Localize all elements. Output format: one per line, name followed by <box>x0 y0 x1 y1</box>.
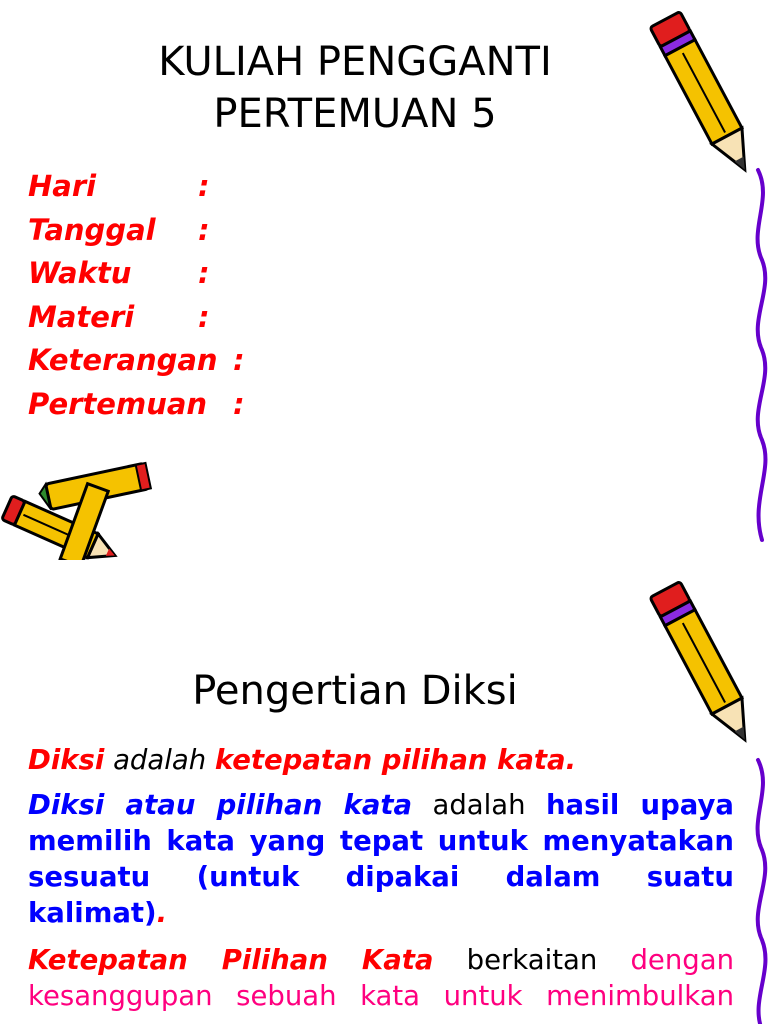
field-hari <box>28 165 218 209</box>
paragraph-ketepatan <box>28 942 734 1014</box>
definition-text: dengan kesanggupan sebuah kata untuk menimbulkan <box>28 944 734 1012</box>
field-materi <box>28 296 218 340</box>
pencil-icon <box>640 570 768 760</box>
info-field-list <box>28 165 245 426</box>
field-keterangan <box>28 339 245 383</box>
period: . <box>156 897 168 929</box>
field-label: Tanggal <box>28 212 156 247</box>
field-colon: : <box>198 212 210 247</box>
term-ketepatan: Ketepatan Pilihan Kata <box>28 944 434 976</box>
field-label: Pertemuan <box>28 386 208 421</box>
term-diksi: Diksi <box>28 744 105 776</box>
definition-text: ketepatan pilihan kata <box>214 744 566 776</box>
slide-title <box>60 36 650 140</box>
connector-text: adalah <box>104 744 215 776</box>
field-label: Waktu <box>28 256 132 290</box>
field-colon: : <box>198 169 210 203</box>
definition-text: hasil upaya memilih kata yang tepat untuk menyatakan sesuatu (untuk dipakai dalam suatu kalimat) <box>28 789 734 929</box>
paragraph-definisi-1 <box>28 742 734 778</box>
field-colon: : <box>198 256 210 290</box>
field-colon: : <box>233 386 245 421</box>
field-label: Hari <box>28 169 97 203</box>
term-pilihan-kata: Diksi atau pilihan kata <box>28 789 413 821</box>
slide-title: Pengertian Diksi <box>192 668 518 714</box>
pencil-icon <box>640 0 768 190</box>
field-tanggal <box>28 209 218 253</box>
field-label: Keterangan <box>28 343 218 377</box>
field-colon: : <box>198 299 210 334</box>
slide-pengertian-diksi <box>0 560 768 1024</box>
paragraph-definisi-2 <box>28 787 734 931</box>
title-line-2: PERTEMUAN 5 <box>213 91 497 137</box>
crossed-pencils-icon <box>0 460 160 560</box>
period: . <box>565 744 577 776</box>
field-label: Materi <box>28 299 135 334</box>
connector-text: adalah <box>412 789 546 821</box>
field-waktu <box>28 252 218 296</box>
field-pertemuan <box>28 383 245 427</box>
title-line-1: KULIAH PENGGANTI <box>158 39 552 85</box>
connector-text: berkaitan <box>433 944 631 976</box>
field-colon: : <box>233 343 245 377</box>
